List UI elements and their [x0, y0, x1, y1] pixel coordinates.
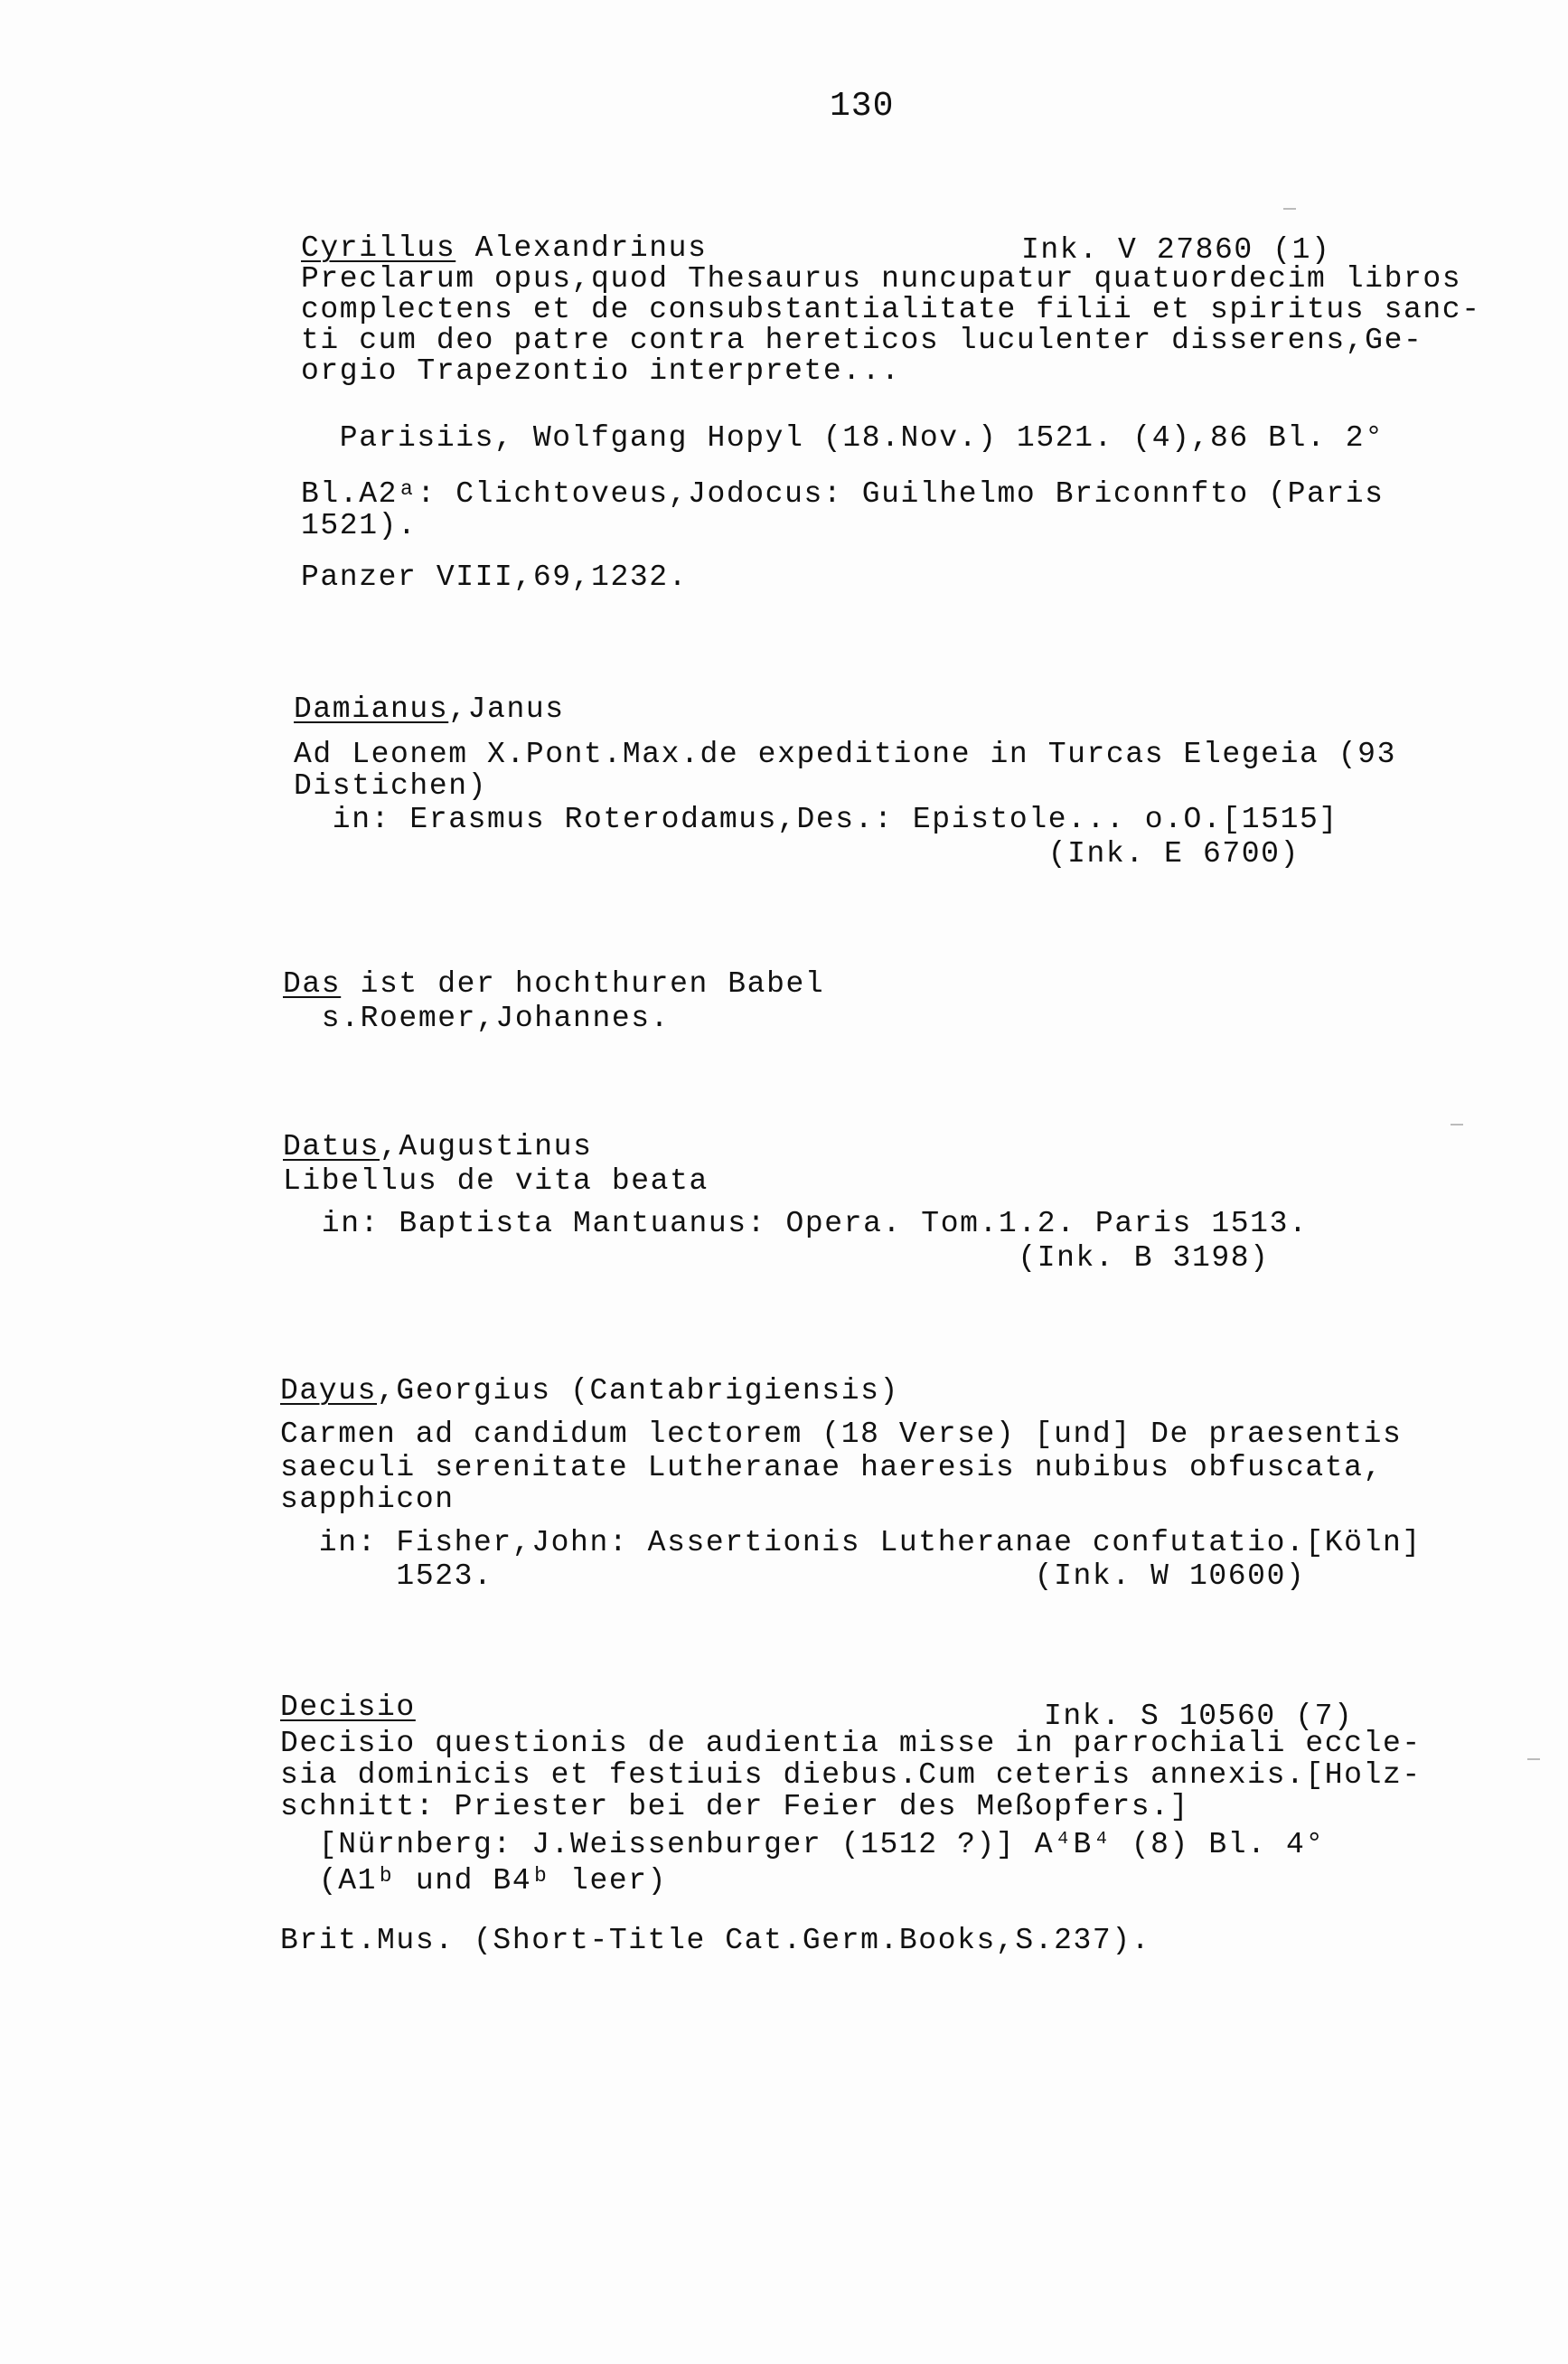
entry-line: saeculi serenitate Lutheranae haeresis nubibus obfuscata, — [280, 1451, 1383, 1484]
entry-line: orgio Trapezontio interprete... — [301, 354, 901, 388]
entry-line: Ad Leonem X.Pont.Max.de expeditione in Turcas Elegeia (93 — [294, 738, 1396, 771]
entry-line: complectens et de consubstantialitate filii et spiritus sanc- — [301, 293, 1481, 326]
entry-line: Distichen) — [294, 769, 488, 803]
ink-reference: Ink. V 27860 (1) — [1021, 233, 1331, 267]
margin-mark — [1527, 1758, 1540, 1760]
entry-line: in: Fisher,John: Assertionis Lutheranae confutatio.[Köln] — [280, 1526, 1422, 1559]
entry-line: 1521). — [301, 509, 418, 542]
entry-heading-rest: ,Janus — [448, 692, 565, 726]
entry-line: sapphicon — [280, 1483, 455, 1516]
entry-heading-rest: ist der hochthuren Babel — [341, 967, 825, 1001]
entry-heading-rest: Alexandrinus — [455, 231, 708, 265]
entry-line: Carmen ad candidum lectorem (18 Verse) [und] De praesentis — [280, 1417, 1403, 1451]
entry-heading — [280, 1692, 416, 1722]
margin-mark — [1451, 1124, 1463, 1125]
entry-heading-rest: ,Georgius (Cantabrigiensis) — [377, 1374, 899, 1408]
entry-line: Decisio questionis de audientia misse in parrochiali eccle- — [280, 1727, 1422, 1760]
entry-heading — [283, 969, 824, 999]
entry-heading — [280, 1376, 899, 1406]
entry-line: Brit.Mus. (Short-Title Cat.Germ.Books,S.237). — [280, 1924, 1151, 1957]
entry-heading — [301, 233, 707, 263]
entry-line: Preclarum opus,quod Thesaurus nuncupatur quatuordecim libros — [301, 262, 1462, 296]
entry-heading-name: Damianus — [294, 692, 449, 726]
entry-line: (Ink. E 6700) — [294, 837, 1300, 871]
entry-heading-name: Das — [283, 967, 342, 1001]
margin-mark — [1283, 208, 1296, 210]
entry-line: in: Erasmus Roterodamus,Des.: Epistole... o.O.[1515] — [294, 803, 1338, 836]
entry-line: [Nürnberg: J.Weissenburger (1512 ?)] A⁴B⁴ (8) Bl. 4° — [280, 1828, 1325, 1861]
entry-line: (Ink. B 3198) — [283, 1241, 1270, 1275]
entry-line: sia dominicis et festiuis diebus.Cum ceteris annexis.[Holz- — [280, 1758, 1422, 1792]
ink-reference: Ink. S 10560 (7) — [1044, 1700, 1354, 1733]
entry-heading-rest: ,Augustinus — [380, 1130, 593, 1163]
page-number: 130 — [830, 87, 895, 126]
entry-line: s.Roemer,Johannes. — [283, 1002, 671, 1035]
entry-line: schnitt: Priester bei der Feier des Meßopfers.] — [280, 1790, 1189, 1823]
entry-line: ti cum deo patre contra hereticos luculenter disserens,Ge- — [301, 324, 1423, 357]
entry-line: Parisiis, Wolfgang Hopyl (18.Nov.) 1521. (4),86 Bl. 2° — [301, 421, 1385, 455]
entry-heading — [283, 1132, 592, 1162]
entry-line: Libellus de vita beata — [283, 1164, 709, 1198]
entry-line: (A1ᵇ und B4ᵇ leer) — [280, 1864, 668, 1898]
entry-heading-name: Datus — [283, 1130, 380, 1163]
entry-heading — [294, 694, 565, 724]
entry-heading-name: Cyrillus — [301, 231, 456, 265]
entry-line: Panzer VIII,69,1232. — [301, 560, 689, 594]
entry-line: 1523. (Ink. W 10600) — [280, 1559, 1306, 1593]
entry-line: in: Baptista Mantuanus: Opera. Tom.1.2. Paris 1513. — [283, 1207, 1309, 1240]
entry-line: Bl.A2ᵃ: Clichtoveus,Jodocus: Guilhelmo Briconnfto (Paris — [301, 477, 1385, 511]
entry-heading-name: Decisio — [280, 1691, 416, 1724]
entry-heading-name: Dayus — [280, 1374, 378, 1408]
